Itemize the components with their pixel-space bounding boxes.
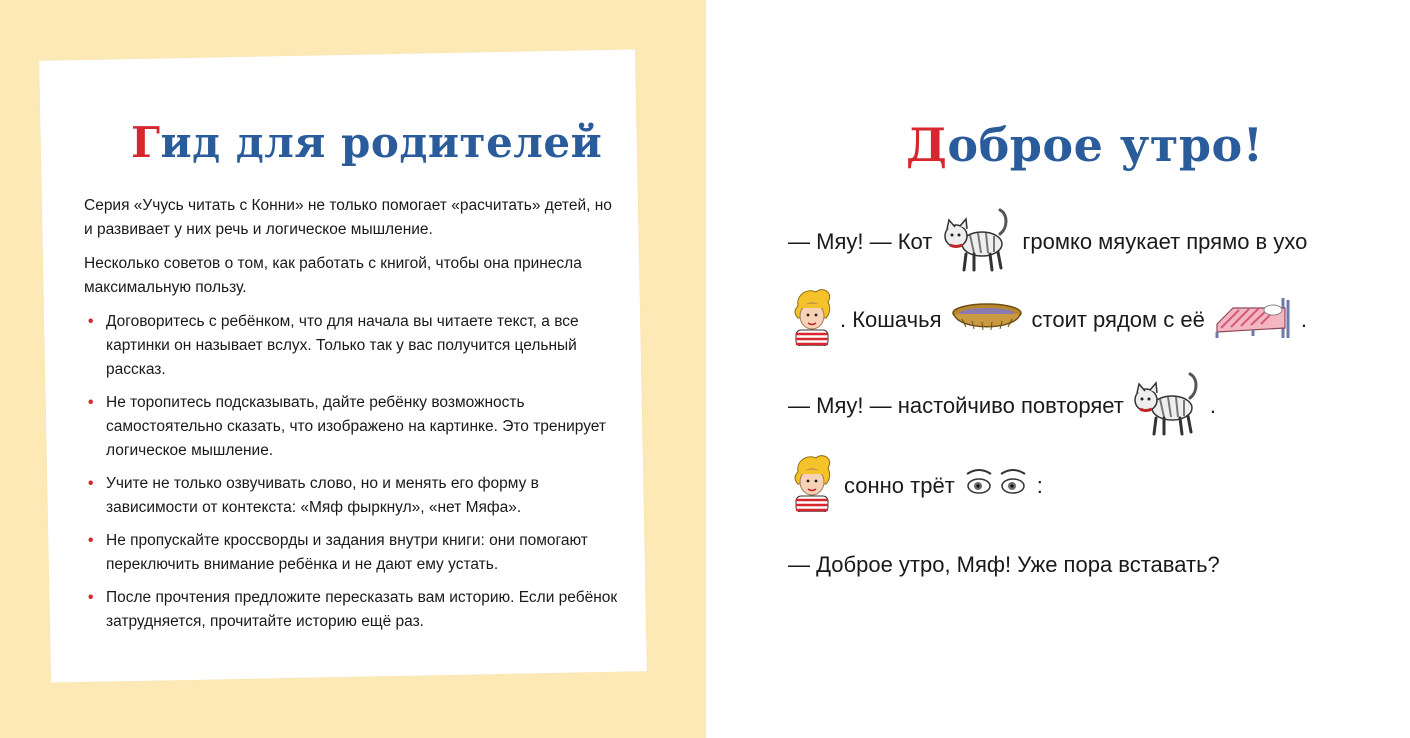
guide-text [84, 194, 624, 643]
tip-text: Не торопитесь подсказывать, дайте ребёнку возможность самостоятельно сказать, что изображено на картинке. Это тренирует логическое мышление. [106, 394, 606, 459]
bullet-icon: • [88, 532, 94, 549]
story-text: стоит рядом с её [1031, 307, 1205, 332]
tip-item [84, 472, 624, 520]
tip-item [84, 586, 624, 634]
tip-item [84, 310, 624, 382]
story-line-1 [788, 204, 1307, 280]
girl-icon [788, 454, 836, 518]
cat-basket-icon [950, 301, 1024, 339]
tip-text: После прочтения предложите пересказать вам историю. Если ребёнок затрудняется, прочитайте историю ещё раз. [106, 589, 618, 630]
title-rest: оброе утро! [947, 118, 1264, 172]
tip-text: Не пропускайте кроссворды и задания внутри книги: они помогают переключить внимание ребёнка и не дают ему устать. [106, 532, 588, 573]
eyes-icon [963, 466, 1029, 506]
title-initial-letter: Г [131, 118, 161, 167]
bullet-icon: • [88, 589, 94, 606]
story-text: — Мяу! — Кот [788, 229, 933, 254]
bullet-icon: • [88, 475, 94, 492]
tip-item [84, 391, 624, 463]
bullet-icon: • [88, 394, 94, 411]
bullet-icon: • [88, 313, 94, 330]
parents-guide-title [131, 118, 602, 167]
cat-icon [938, 204, 1016, 280]
story-text: сонно трёт [844, 473, 955, 498]
story-text: громко мяукает прямо в ухо [1022, 229, 1308, 254]
story-title [906, 118, 1263, 172]
story-text: . [1300, 307, 1307, 332]
title-initial-letter: Д [906, 118, 948, 172]
girl-icon [788, 288, 836, 352]
story-line-5 [788, 552, 1220, 578]
story-line-2 [788, 288, 1307, 352]
story-text: . Кошачья [840, 307, 942, 332]
cat-icon [1128, 368, 1206, 444]
tips-list [84, 310, 624, 634]
title-rest: ид для родителей [160, 118, 603, 167]
story-text: : [1036, 473, 1043, 498]
advice-paragraph: Несколько советов о том, как работать с книгой, чтобы она принесла максимальную пользу. [84, 255, 582, 296]
story-text: . [1209, 393, 1216, 418]
tip-item [84, 529, 624, 577]
tip-text: Учите не только озвучивать слово, но и менять его форму в зависимости от контекста: «Мяф фыркнул», «нет Мяфа». [106, 475, 539, 516]
story-line-4 [788, 454, 1043, 518]
bed-icon [1213, 294, 1293, 346]
story-line-3 [788, 368, 1216, 444]
story-text: — Доброе утро, Мяф! Уже пора вставать? [788, 552, 1220, 577]
story-text: — Мяу! — настойчиво повторяет [788, 393, 1124, 418]
intro-paragraph: Серия «Учусь читать с Конни» не только помогает «расчитать» детей, но и развивает у них речь и логическое мышление. [84, 197, 612, 238]
tip-text: Договоритесь с ребёнком, что для начала вы читаете текст, а все картинки он называет вслух. Только так у вас получится цельный рассказ. [106, 313, 579, 378]
